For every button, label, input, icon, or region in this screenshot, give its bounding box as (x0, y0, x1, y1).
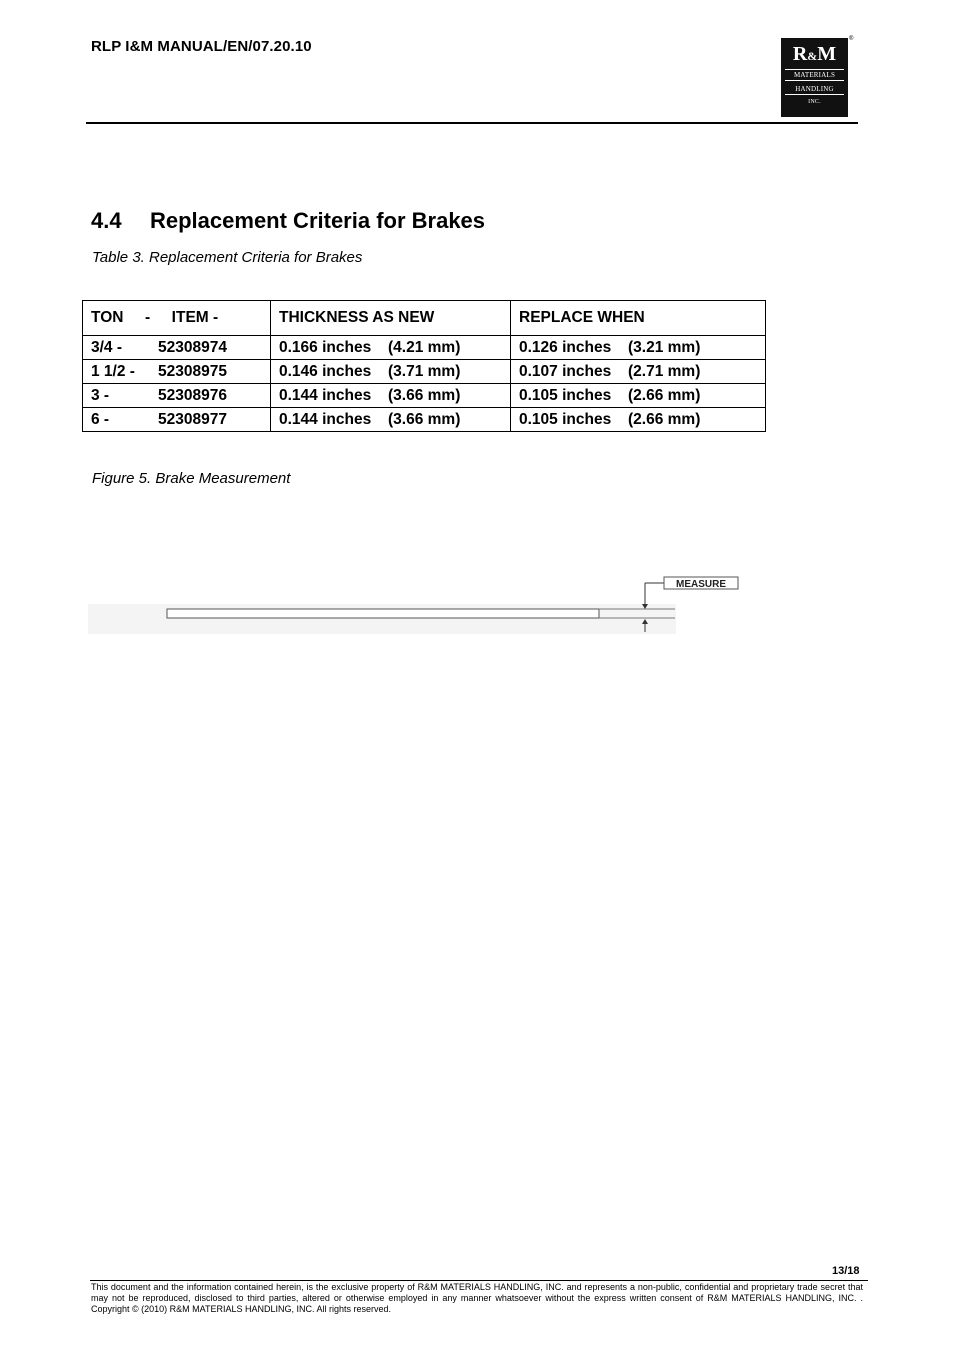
ton-item-cell (83, 360, 271, 384)
logo-word-handling: HANDLING (795, 85, 834, 93)
thickness-mm: (3.66 mm) (388, 410, 461, 428)
item-number: 52308974 (158, 338, 227, 356)
ton-item-cell (83, 336, 271, 360)
ton-item-cell (83, 408, 271, 432)
table-header-row (83, 301, 766, 336)
item-number: 52308977 (158, 410, 227, 428)
replace-when-cell (511, 408, 766, 432)
brake-criteria-table (82, 300, 766, 432)
logo-word-materials: MATERIALS (793, 71, 836, 79)
table-row (83, 408, 766, 432)
replace-mm: (2.66 mm) (628, 410, 701, 428)
thickness-mm: (3.66 mm) (388, 386, 461, 404)
header-divider (86, 122, 858, 124)
company-logo (781, 38, 848, 117)
ton-value: 6 - (91, 410, 110, 428)
footer-divider (90, 1280, 868, 1281)
logo-ampersand: & (807, 49, 818, 63)
replace-when-cell (511, 336, 766, 360)
logo-divider (785, 80, 844, 81)
replace-mm: (2.71 mm) (628, 362, 701, 380)
table-row (83, 384, 766, 408)
replace-when-cell (511, 360, 766, 384)
logo-divider (785, 94, 844, 95)
thickness-new-cell (271, 360, 511, 384)
table-row (83, 360, 766, 384)
column-header-thickness-new: THICKNESS AS NEW (271, 301, 511, 336)
thickness-inches: 0.146 inches (279, 362, 372, 380)
column-header-replace-when: REPLACE WHEN (511, 301, 766, 336)
registered-mark: ® (849, 36, 854, 42)
thickness-mm: (4.21 mm) (388, 338, 461, 356)
measure-label: MEASURE (675, 579, 727, 590)
ton-value: 1 1/2 - (91, 362, 135, 380)
item-number: 52308976 (158, 386, 227, 404)
logo-letter-r: R (792, 43, 808, 65)
thickness-mm: (3.71 mm) (388, 362, 461, 380)
thickness-new-cell (271, 336, 511, 360)
logo-letter-m: M (817, 43, 837, 65)
ton-value: 3/4 - (91, 338, 123, 356)
brake-lining (167, 609, 599, 618)
brake-measurement-figure (86, 568, 746, 638)
thickness-new-cell (271, 384, 511, 408)
table-caption: Table 3. Replacement Criteria for Brakes (92, 249, 363, 266)
page-number: 13/18 (832, 1265, 860, 1277)
footer-legal-notice: This document and the information contained herein, is the exclusive property of R&M MATERIALS HANDLING, INC. and represents a non-public, confidential and proprietary trade secret that may not be reproduced, disclosed to third parties, altered or otherwise employed in any manner whatsoever without the express written consent of R&M MATERIALS HANDLING, INC. . Copyright © (2010) R&M MATERIALS HANDLING, INC. All rights reserved. (91, 1282, 863, 1314)
replace-inches: 0.107 inches (519, 362, 612, 380)
item-number: 52308975 (158, 362, 227, 380)
section-heading (91, 208, 485, 234)
replace-when-cell (511, 384, 766, 408)
section-title: Replacement Criteria for Brakes (150, 208, 486, 233)
ton-item-cell (83, 384, 271, 408)
column-header-ton-item: TON - ITEM - (83, 301, 271, 336)
table-row (83, 336, 766, 360)
document-id: RLP I&M MANUAL/EN/07.20.10 (91, 38, 312, 55)
thickness-inches: 0.144 inches (279, 410, 372, 428)
thickness-new-cell (271, 408, 511, 432)
replace-mm: (3.21 mm) (628, 338, 701, 356)
replace-inches: 0.105 inches (519, 386, 612, 404)
replace-mm: (2.66 mm) (628, 386, 701, 404)
logo-word-inc: INC. (808, 99, 821, 105)
thickness-inches: 0.144 inches (279, 386, 372, 404)
thickness-inches: 0.166 inches (279, 338, 372, 356)
figure-caption: Figure 5. Brake Measurement (92, 470, 291, 487)
ton-value: 3 - (91, 386, 110, 404)
logo-mark (781, 44, 848, 66)
replace-inches: 0.105 inches (519, 410, 612, 428)
section-number: 4.4 (91, 208, 122, 233)
replace-inches: 0.126 inches (519, 338, 612, 356)
